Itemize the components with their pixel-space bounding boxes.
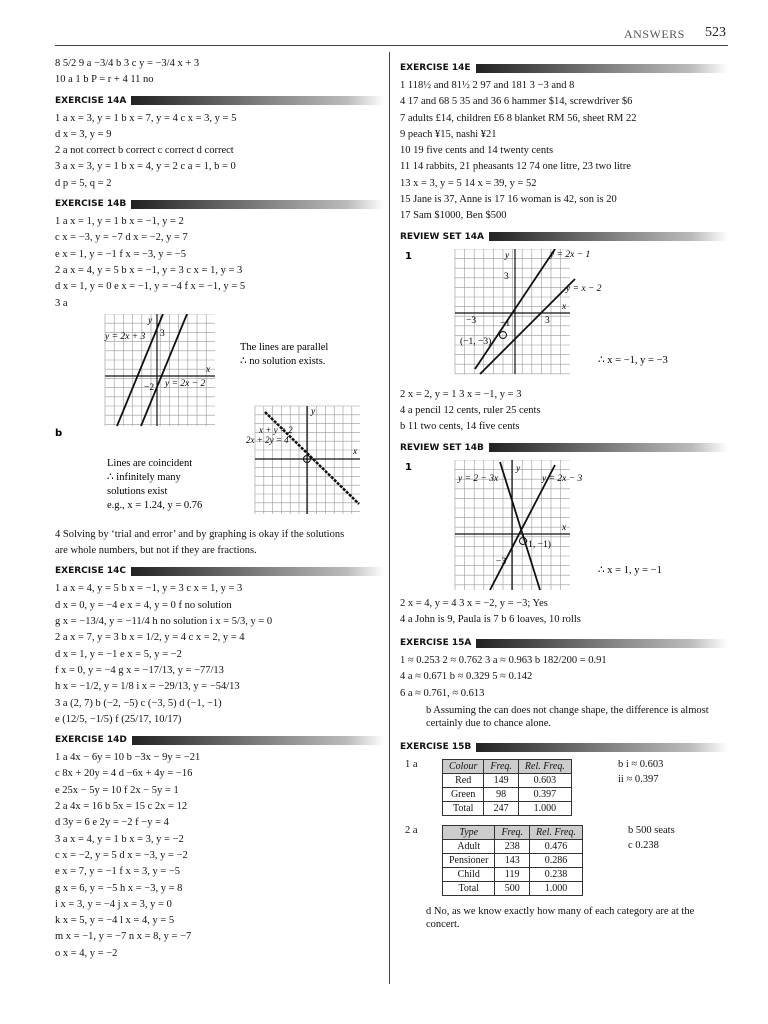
review-14a-tick-3: 3 (504, 271, 509, 282)
review-14b-label-1: y = 2 − 3x (458, 473, 499, 484)
exercise-14d-answers (55, 752, 385, 964)
table-cell: 98 (484, 788, 519, 802)
exercise-15b-q1 (400, 759, 728, 821)
exercise-14b-answers (55, 216, 385, 314)
answer-line: 1 ≈ 0.253 2 ≈ 0.762 3 a ≈ 0.963 b 182/200 = 0.91 (400, 655, 607, 667)
review-14a-tick-neg-1: −1 (500, 318, 511, 329)
answer-line: e 25x − 5y = 10 f 2x − 5y = 1 (55, 784, 179, 796)
answer-line: 1 118½ and 81½ 2 97 and 181 3 −3 and 8 (400, 80, 575, 91)
table-row (443, 882, 583, 896)
parallel-text: The lines are parallel (240, 341, 329, 353)
answer-line: b 11 two cents, 14 five cents (400, 421, 520, 433)
review-14a-label-2: y = x − 2 (566, 283, 602, 294)
graph-a-tick-3: 3 (160, 328, 165, 339)
review-14a-tick-x3: 3 (545, 315, 550, 326)
intro-line: 10 a 1 b P = r + 4 11 no (55, 74, 154, 86)
answer-line: 13 x = 3, y = 5 14 x = 39, y = 52 (400, 177, 537, 189)
part-b-label: b (55, 427, 63, 439)
graph-b-y-label: y (311, 406, 316, 417)
answer-line: 11 14 rabbits, 21 pheasants 12 74 one litre, 23 two litre (400, 161, 631, 173)
answer-line: d x = 1, y = −1 e x = 5, y = −2 (55, 648, 182, 660)
table-cell: Total (443, 882, 495, 896)
answer-line: are whole numbers, but not if they are fractions. (55, 545, 257, 557)
graph-a-line-1 (117, 314, 163, 426)
review-14a-point-label: (−1, −3) (460, 336, 492, 347)
heading-bar (131, 200, 385, 209)
running-title: ANSWERS (624, 27, 685, 41)
exercise-14d-heading (55, 733, 385, 747)
answer-line: 1 a x = 4, y = 5 b x = −1, y = 3 c x = 1, y = 3 (55, 583, 243, 595)
question-label: 1 a (405, 759, 418, 771)
answer-line: k x = 5, y = −4 l x = 4, y = 5 (55, 915, 175, 927)
answer-line: e (12/5, −1/5) f (25/17, 10/17) (55, 713, 182, 725)
answer-line: d 3y = 6 e 2y = −2 f −y = 4 (55, 817, 169, 829)
heading-text: REVIEW SET 14A (400, 231, 484, 242)
heading-bar (476, 743, 728, 752)
answer-line: g x = −13/4, y = −11/4 h no solution i x = 5/3, y = 0 (55, 616, 273, 628)
answer-line: 15 Jane is 37, Anne is 17 16 woman is 42, son is 20 (400, 194, 617, 206)
graph-a (104, 314, 215, 426)
column-rule (389, 52, 390, 984)
table-row (443, 854, 583, 868)
exercise-14c-answers (55, 583, 385, 730)
review-14a-tick-neg-3: −3 (466, 315, 477, 326)
table-cell: 0.603 (518, 774, 571, 788)
answer-line: 4 a John is 9, Paula is 7 b 6 loaves, 10 rolls (400, 613, 581, 625)
answer-line: o x = 4, y = −2 (55, 947, 118, 959)
table-cell: 143 (495, 854, 530, 868)
answer-line: 4 Solving by ‘trial and error’ and by graphing is okay if the solutions (55, 528, 345, 540)
table-header-row (443, 826, 583, 840)
exercise-15b-q2 (400, 825, 728, 905)
answer-line: 3 a (55, 297, 68, 309)
graph-block-14b (55, 314, 385, 529)
left-column (55, 58, 385, 964)
exercise-15a-heading (400, 636, 728, 650)
answer-line: 2 x = 4, y = 4 3 x = −2, y = −3; Yes (400, 597, 548, 609)
table-cell: 149 (484, 774, 519, 788)
heading-text: EXERCISE 14D (55, 735, 127, 746)
ticket-type-table (442, 825, 583, 896)
review-14a-y-label: y (505, 250, 510, 261)
exercise-14a-answers (55, 113, 385, 194)
answer-paragraph: d No, as we know exactly how many of each category are at the concert. (426, 906, 695, 931)
graph-a-y-label: y (148, 315, 153, 326)
table-cell: 1.000 (530, 882, 583, 896)
answer-line: d x = 1, y = 0 e x = −1, y = −4 f x = −1, y = 5 (55, 281, 246, 293)
table-row (443, 868, 583, 882)
review-14a-label-1: y = 2x − 1 (550, 249, 591, 260)
side-answer: b i ≈ 0.603 (618, 759, 664, 771)
coincident-text: solutions exist (107, 485, 168, 497)
review-14a-solution: ∴ x = −1, y = −3 (598, 354, 668, 366)
answer-line: 3 a x = 3, y = 1 b x = 4, y = 2 c a = 1, b = 0 (55, 161, 236, 173)
answer-line: 6 a ≈ 0.761, ≈ 0.613 (400, 687, 485, 699)
page-number: 523 (705, 25, 726, 40)
heading-text: EXERCISE 14C (55, 566, 127, 577)
exercise-15b-heading (400, 740, 728, 754)
review-14b-graph (400, 460, 728, 598)
answer-line: 9 peach ¥15, nashi ¥21 (400, 128, 497, 140)
table-cell: Red (443, 774, 484, 788)
table-header-cell: Freq. (495, 826, 530, 840)
heading-bar (131, 96, 385, 105)
exercise-14b-heading (55, 197, 385, 211)
heading-bar (489, 443, 728, 452)
graph-b (246, 406, 360, 514)
graph-a-x-label: x (206, 364, 211, 375)
review-set-14a-heading (400, 230, 728, 244)
answer-line: d x = 3, y = 9 (55, 128, 112, 140)
graph-a-label-1: y = 2x + 3 (105, 331, 146, 342)
answer-paragraph: b Assuming the can does not change shape, the difference is almost certainly due to chance alone. (426, 705, 709, 730)
exercise-14e-heading (400, 61, 728, 75)
side-answer: b 500 seats (628, 825, 675, 837)
table-cell: 0.238 (530, 868, 583, 882)
review-14a-graph (400, 249, 728, 389)
answer-line: d p = 5, q = 2 (55, 177, 112, 189)
answer-line: 2 a x = 4, y = 5 b x = −1, y = 3 c x = 1, y = 3 (55, 264, 243, 276)
review-14a-graph-block (400, 249, 728, 389)
table-cell: Pensioner (443, 854, 495, 868)
review-14a-x-label: x (562, 301, 567, 312)
review-14b-graph-block (400, 460, 728, 598)
coincident-text: e.g., x = 1.24, y = 0.76 (107, 499, 203, 511)
header-rule (55, 45, 728, 46)
table-cell: Child (443, 868, 495, 882)
answer-line: c x = −2, y = 5 d x = −3, y = −2 (55, 849, 188, 861)
review-14b-line-1 (500, 462, 540, 590)
heading-text: REVIEW SET 14B (400, 442, 484, 453)
answer-line: 3 a (2, 7) b (−2, −5) c (−3, 5) d (−1, −1) (55, 697, 222, 709)
table-cell: 247 (484, 802, 519, 816)
answer-line: h x = −1/2, y = 1/8 i x = −29/13, y = −54/13 (55, 681, 240, 693)
graph-b-label-1: x + y = 2 (259, 424, 293, 435)
answer-line: 4 a ≈ 0.671 b ≈ 0.329 5 ≈ 0.142 (400, 671, 533, 683)
coincident-text: ∴ infinitely many (107, 471, 181, 483)
answer-line: 3 a x = 4, y = 1 b x = 3, y = −2 (55, 833, 184, 845)
right-column (400, 58, 728, 931)
answer-line: 1 a 4x − 6y = 10 b −3x − 9y = −21 (55, 752, 201, 764)
answer-line: i x = 3, y = −4 j x = 3, y = 0 (55, 898, 172, 910)
answer-line: f x = 0, y = −4 g x = −17/13, y = −77/13 (55, 664, 224, 676)
table-header-row (443, 760, 572, 774)
question-number: 1 (405, 461, 412, 473)
review-14b-x-label: x (562, 522, 567, 533)
table-cell: 500 (495, 882, 530, 896)
heading-text: EXERCISE 14B (55, 199, 127, 210)
table-header-cell: Rel. Freq. (530, 826, 583, 840)
exercise-15a-answers (400, 655, 728, 732)
answer-line: 4 17 and 68 5 35 and 36 6 hammer $14, screwdriver $6 (400, 96, 633, 108)
heading-bar (476, 64, 728, 73)
answer-line: 7 adults £14, children £6 8 blanket RM 56, sheet RM 22 (400, 112, 637, 124)
graph-b-x-label: x (353, 446, 358, 457)
table-row (443, 840, 583, 854)
review-set-14b-heading (400, 441, 728, 455)
review-14b-y-label: y (516, 463, 521, 474)
graph-a-label-2: y = 2x − 2 (165, 378, 206, 389)
table-cell: 1.000 (518, 802, 571, 816)
answer-line: g x = 6, y = −5 h x = −3, y = 8 (55, 882, 183, 894)
answer-line: 4 a pencil 12 cents, ruler 25 cents (400, 404, 541, 416)
answer-line: 1 a x = 1, y = 1 b x = −1, y = 2 (55, 216, 184, 228)
heading-bar (476, 639, 728, 648)
side-answer: ii ≈ 0.397 (618, 774, 659, 786)
heading-text: EXERCISE 15A (400, 638, 472, 649)
table-cell: Green (443, 788, 484, 802)
review-14b-solution: ∴ x = 1, y = −1 (598, 564, 662, 576)
heading-bar (489, 232, 728, 241)
answer-line: d x = 0, y = −4 e x = 4, y = 0 f no solution (55, 599, 232, 611)
answer-line: e x = 7, y = −1 f x = 3, y = −5 (55, 866, 181, 878)
answer-line: c 8x + 20y = 4 d −6x + 4y = −16 (55, 768, 193, 780)
table-header-cell: Type (443, 826, 495, 840)
exercise-14e-answers (400, 80, 728, 227)
colour-frequency-table (442, 759, 572, 816)
graph-b-label-2: 2x + 2y = 4 (246, 434, 289, 445)
heading-text: EXERCISE 14E (400, 63, 471, 73)
table-cell: 0.286 (530, 854, 583, 868)
table-header-cell: Rel. Freq. (518, 760, 571, 774)
heading-text: EXERCISE 14A (55, 95, 127, 106)
table-cell: Adult (443, 840, 495, 854)
answer-line: m x = −1, y = −7 n x = 8, y = −7 (55, 931, 192, 943)
answer-line: 10 19 five cents and 14 twenty cents (400, 145, 554, 157)
answer-line: 1 a x = 3, y = 1 b x = 7, y = 4 c x = 3, y = 5 (55, 112, 237, 124)
review-14b-point-label: (1, −1) (525, 539, 551, 550)
answer-line: 2 a 4x = 16 b 5x = 15 c 2x = 12 (55, 801, 188, 813)
graph-a-tick-neg-2: −2 (144, 382, 155, 393)
exercise-14a-heading (55, 94, 385, 108)
answer-line: 17 Sam $1000, Ben $500 (400, 210, 507, 222)
exercise-14c-heading (55, 564, 385, 578)
table-cell: 119 (495, 868, 530, 882)
review-14b-tick-neg-3: −3 (496, 556, 507, 567)
answer-line: c x = −3, y = −7 d x = −2, y = 7 (55, 232, 188, 244)
header-mark (55, 34, 63, 38)
graph-14b (55, 314, 385, 529)
intro-line: 8 5/2 9 a −3/4 b 3 c y = −3/4 x + 3 (55, 58, 200, 69)
table-row (443, 774, 572, 788)
coincident-text: Lines are coincident (107, 457, 193, 469)
question-label: 2 a (405, 825, 418, 837)
table-header-cell: Colour (443, 760, 484, 774)
table-header-cell: Freq. (484, 760, 519, 774)
answer-line: e x = 1, y = −1 f x = −3, y = −5 (55, 248, 186, 260)
table-cell: 238 (495, 840, 530, 854)
review-14b-label-2: y = 2x − 3 (542, 473, 583, 484)
heading-text: EXERCISE 15B (400, 742, 472, 753)
table-cell: Total (443, 802, 484, 816)
table-row (443, 802, 572, 816)
heading-bar (131, 567, 385, 576)
answer-line: 2 a x = 7, y = 3 b x = 1/2, y = 4 c x = 2, y = 4 (55, 632, 245, 644)
heading-bar (132, 736, 385, 745)
table-cell: 0.476 (530, 840, 583, 854)
question-number: 1 (405, 250, 412, 262)
answer-line: 2 x = 2, y = 1 3 x = −1, y = 3 (400, 388, 522, 400)
table-row (443, 788, 572, 802)
table-cell: 0.397 (518, 788, 571, 802)
parallel-text: ∴ no solution exists. (240, 355, 326, 367)
side-answer: c 0.238 (628, 840, 659, 852)
answer-line: 2 a not correct b correct c correct d correct (55, 145, 234, 157)
